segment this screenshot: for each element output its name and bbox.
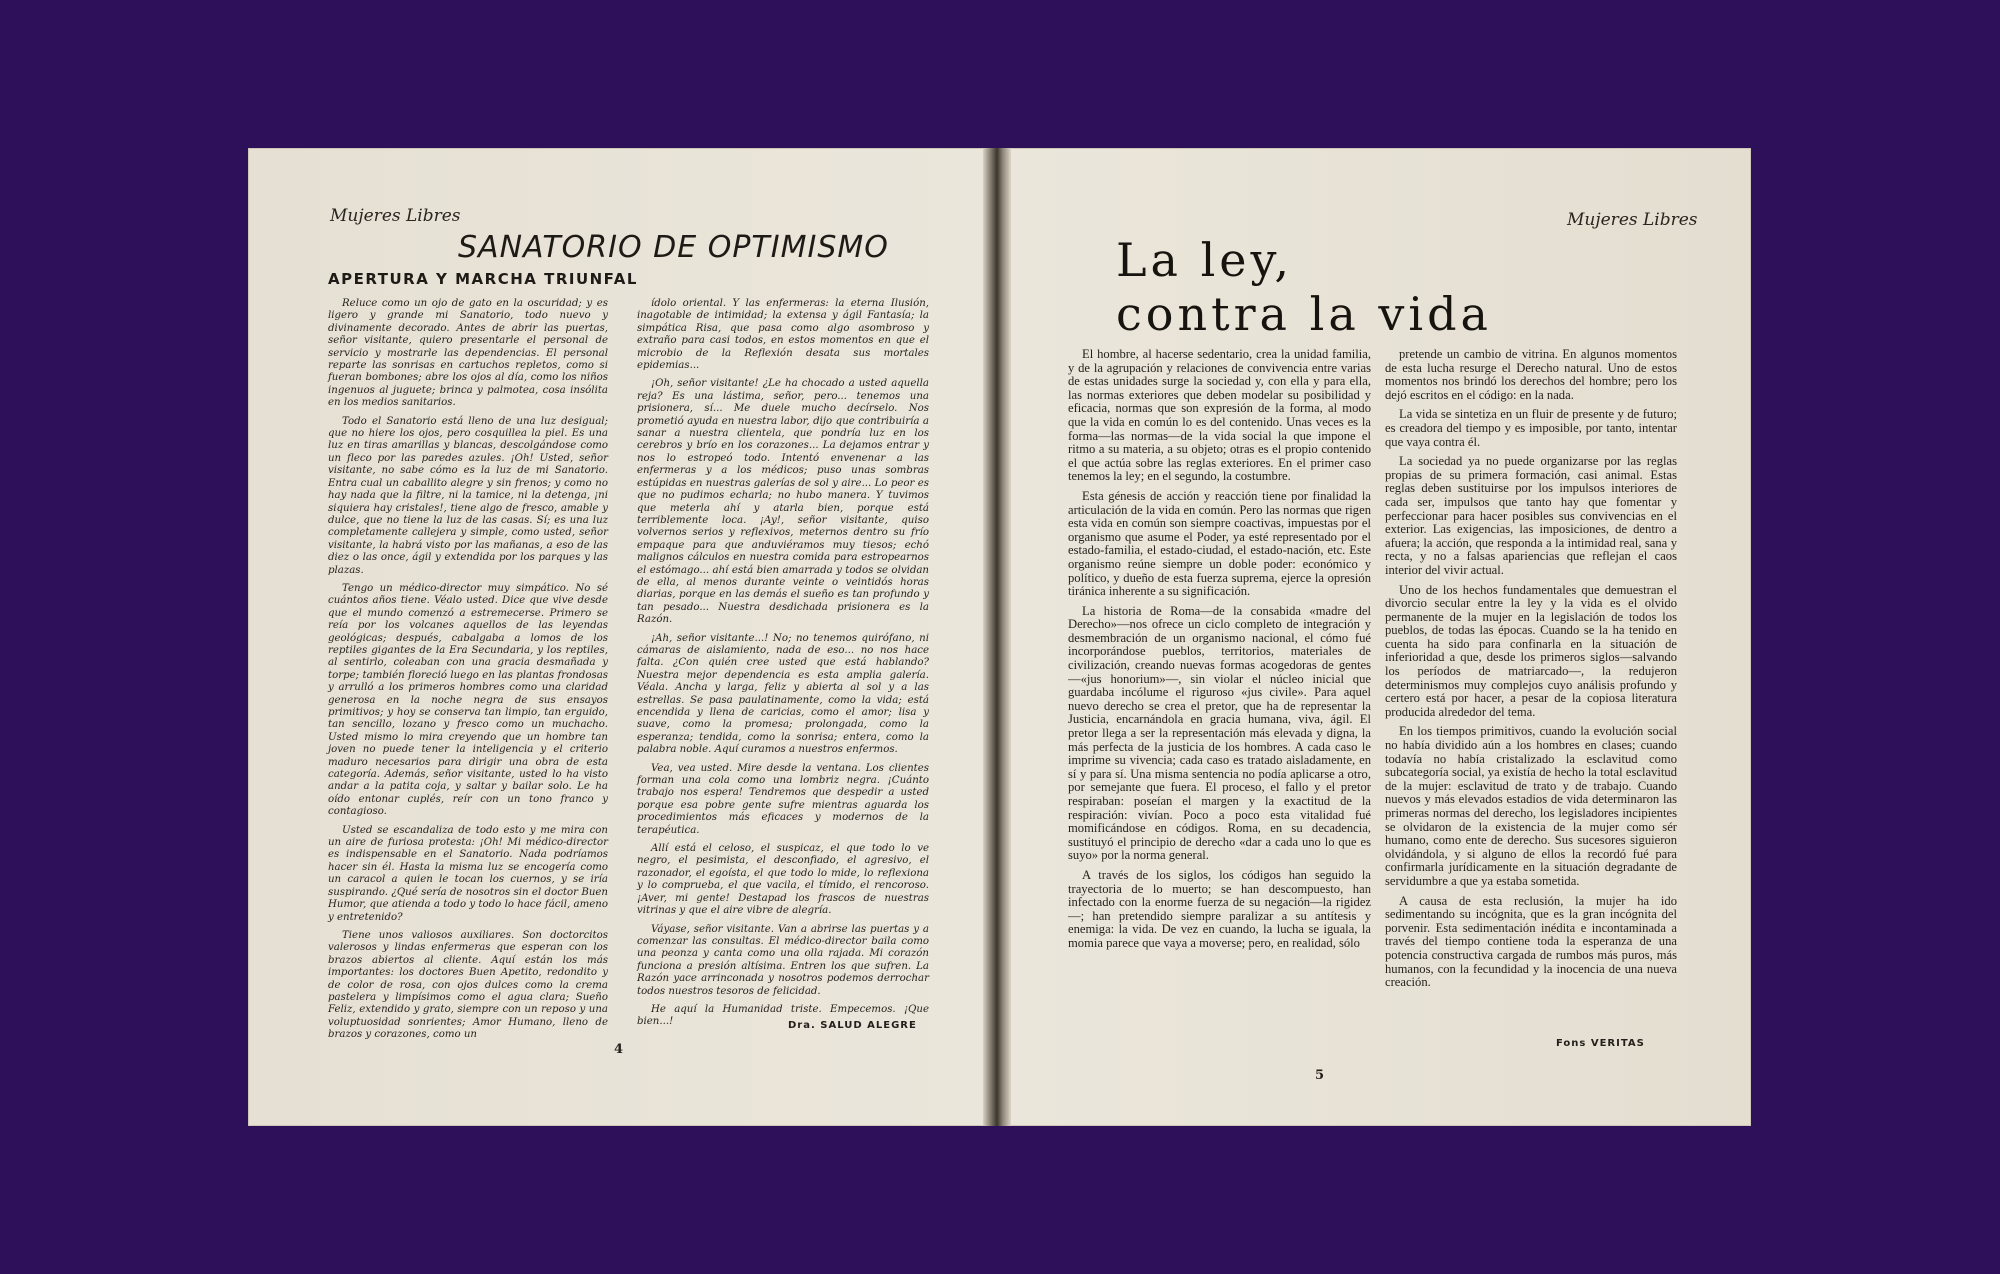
paragraph: Todo el Sanatorio está lleno de una luz desigual; que no hiere los ojos, pero cosquillea la piel. Es una luz en tiras amarillas y blancas, descolgándose como un fleco por las paredes azules. ¡Oh! Usted, señor visitante, no sabe cómo es la luz de mi Sanatorio. Entra cual un caballito alegre y sin frenos; y como no hay nada que la filtre, ni la tamice, ni la detenga, ¡ni siquiera hay cristales!, tiene algo de fresco, amable y dulce, que no tiene la luz de las casas. Sí; es una luz completamente callejera y simple, como usted, señor visitante, la habrá visto por las mañanas, a eso de las diez o las once, ágil y extendida por los parques y las plazas. (328, 415, 608, 576)
spine-gutter (983, 148, 1011, 1126)
paragraph: pretende un cambio de vitrina. En algunos momentos de esta lucha resurge el Derecho natural. Uno de estos momentos nos brindó los derechos del hombre; pero los dejó escritos en el código: en la nada. (1385, 347, 1677, 402)
right-column-1 (1068, 348, 1371, 1048)
article-title-right (1116, 233, 1492, 341)
paragraph: Esta génesis de acción y reacción tiene por finalidad la articulación de la vida en común. Pero las normas que rigen esta vida en común son siempre coactivas, impuestas por el organismo que asume el Poder, ya esté representado por el estado-familia, el estado-ciudad, el estado-nación, etc. Este organismo reúne siempre un doble poder: económico y político, y dueño de esta fuerza suprema, ejerce la opresión tiránica inherente a su significación. (1068, 488, 1371, 599)
paragraph: Usted se escandaliza de todo esto y me mira con un aire de furiosa protesta: ¡Oh! Mi médico-director es indispensable en el Sanatorio. Nada podríamos hacer sin él. Hasta la misma luz se encogería como un caracol a quien le tocan los cuernos, y se iría suspirando. ¿Qué sería de nosotros sin el doctor Buen Humor, que atienda a todo y todo lo hace fácil, ameno y entretenido? (328, 824, 608, 923)
paragraph: La historia de Roma—de la consabida «madre del Derecho»—nos ofrece un ciclo completo de integración y desmembración de un organismo nacional, el cómo fué incorporándose pueblos, territorios, materiales de civilización, creando nuevas formas acogedoras de gentes—«jus honorium»—, sin violar el núcleo inicial que guardaba incólume el riguroso «jus civile». Para aquel nuevo derecho se crea el pretor, que ha de representar la Justicia, encarnándola en gracia humana, viva, ágil. El pretor llega a ser la representación más elevada y digna, la más perfecta de la justicia de los hombres. A cada caso le imprime su vivencia; cada caso es tratado aisladamente, en sí y para sí. Una misma sentencia no podía aplicarse a otro, por semejante que fuera. El proceso, el fallo y el pretor respiraban: poseían el margen y la exactitud de la respiración: vivían. Poco a poco esta vitalidad fué momificándose en códigos. Roma, en su decadencia, sustituyó el principio de derecho «dar a cada uno lo que es suyo» por la norma general. (1068, 603, 1371, 863)
magazine-spread (248, 148, 1751, 1126)
page-number-right: 5 (1315, 1068, 1325, 1083)
paragraph: He aquí la Humanidad triste. Empecemos. ¡Que bien...! (637, 1003, 929, 1028)
article-title-left: SANATORIO DE OPTIMISMO (458, 230, 889, 265)
paragraph: En los tiempos primitivos, cuando la evolución social no había dividido aún a los hombres en clases; cuando todavía no había cristalizado la esclavitud como subcategoría social, ya existía de hecho la total esclavitud de la mujer: esclavitud de trato y de trabajo. Cuando nuevos y más elevados estadios de vida determinaron las primeras normas del derecho, los legisladores incipientes se olvidaron de la existencia de la mujer como sér humano, como ente de derecho. Sus sucesores siguieron olvidándola, y si alguno de ellos la recordó fué para confirmarla jurídicamente en la situación degradante de servidumbre a que ya estaba sometida. (1385, 724, 1677, 888)
signature-right: Fons VERITAS (1556, 1038, 1645, 1049)
paragraph: Reluce como un ojo de gato en la oscuridad; y es ligero y grande mi Sanatorio, todo nuevo y divinamente decorado. Antes de abrir las puertas, señor visitante, quiero presentarle el personal de servicio y mostrarle las dependencias. El personal reparte las sonrisas en cartuchos repletos, como si fueran bombones; abre los ojos al día, como los niños ingenuos al juguete; brinca y palmotea, cosa insólita en los medios sanitarios. (328, 298, 608, 409)
masthead-right: Mujeres Libres (1567, 210, 1698, 230)
paragraph: La sociedad ya no puede organizarse por las reglas propias de su primera formación, casi animal. Estas reglas deben sustituirse por los impulsos interiores de cada ser, impulsos que tanto hay que fomentar y perfeccionar para hacer posibles sus convivencias en el exterior. Las exigencias, las imposiciones, de dentro a afuera; la acción, que responda a la intimidad real, sana y recta, y no a falsas apariencias que reflejan el caos interior del vivir actual. (1385, 454, 1677, 577)
title-line-2: contra la vida (1116, 287, 1492, 341)
paragraph: El hombre, al hacerse sedentario, crea la unidad familia, y de la agrupación y relaciones de convivencia entre varias de estas unidades surge la sociedad y, con ella y para ella, las normas exteriores que deben modelar su posibilidad y eficacia, normas que son expresión de la forma, al modo que la vida en común lo es del contenido. Unas veces es la forma—las normas—de la vida social la que impone el ritmo a su materia, a su objeto; otras es el propio contenido el que actúa sobre las reglas exteriores. En el primer caso tenemos la ley; en el segundo, la costumbre. (1068, 347, 1371, 484)
paragraph: ¡Oh, señor visitante! ¿Le ha chocado a usted aquella reja? Es una lástima, señor, pero... tenemos una prisionera, sí... Me duele mucho decírselo. Nos prometió ayuda en nuestra labor, dijo que contribuiría a sanar a nuestra clientela, que pondría luz en los cerebros y brío en los corazones... La dejamos entrar y nos lo estropeó todo. Intentó envenenar a las enfermeras y a los médicos; puso unas sombras estúpidas en nuestras galerías de sol y aire... Lo peor es que no pudimos echarla; no hubo manera. Y tuvimos que meterla ahí y atarla bien, porque está terriblemente loca. ¡Ay!, señor visitante, quiso volvernos serios y reflexivos, meternos dentro su frío empaque para que anduviéramos muy tiesos; echó malignos cálculos en nuestra comida para estropearnos el estómago... ahí está bien amarrada y todos se olvidan de ella, al menos durante veinte o veintidós horas diarias, porque en las demás el sueño es tan profundo y tan pesado... Nuestra desdichada prisionera es la Razón. (637, 378, 929, 626)
paragraph: ídolo oriental. Y las enfermeras: la eterna Ilusión, inagotable de intimidad; la extensa y ágil Fantasía; la simpática Risa, que pasa como algo asombroso y extraño para casi todos, en estos momentos en que el microbio de la Reflexión desata sus mortales epidemias... (637, 298, 929, 372)
paragraph: Allí está el celoso, el suspicaz, el que todo lo ve negro, el pesimista, el desconfiado, el agresivo, el razonador, el egoísta, el que todo lo mide, lo reflexiona y lo comprueba, el que vacila, el tímido, el rencoroso. ¡Aver, mi gente! Destapad los frascos de nuestras vitrinas y que el aire vibre de alegría. (637, 843, 929, 917)
paragraph: A través de los siglos, los códigos han seguido la trayectoria de lo muerto; se han descompuesto, han infectado con la enorme fuerza de su negación—la rigidez—; han pretendido siempre paralizar a su antítesis y enemiga: la vida. De vez en cuando, la lucha se iguala, la momia parece que vaya a moverse; pero, en realidad, sólo (1068, 867, 1371, 950)
left-column-1 (328, 298, 608, 1041)
paragraph: Tiene unos valiosos auxiliares. Son doctorcitos valerosos y lindas enfermeras que esperan con los brazos abiertos al cliente. Aquí están los más importantes: los doctores Buen Apetito, redondito y de color de rosa, con ojos dulces como la crema pastelera y limpísimos como el agua clara; Sueño Feliz, extendido y grato, siempre con un reposo y una voluptuosidad sonrientes; Amor Humano, lleno de brazos y corazones, como un (328, 929, 608, 1041)
left-page (248, 148, 983, 1126)
page-number-left: 4 (614, 1042, 624, 1057)
paragraph: ¡Ah, señor visitante...! No; no tenemos quirófano, ni cámaras de aislamiento, nada de eso... no nos hace falta. ¿Con quién cree usted que está hablando? Nuestra mejor dependencia es esta amplia galería. Véala. Ancha y larga, feliz y abierta al sol y a las estrellas. Se pasa paulatinamente, como la vida; está encendida y llena de caricias, como el amor; lisa y suave, como la promesa; prolongada, como la esperanza; tendida, como la sonrisa; entera, como la palabra noble. Aquí curamos a nuestros enfermos. (637, 632, 929, 756)
right-page (1011, 148, 1751, 1126)
paragraph: A causa de esta reclusión, la mujer ha ido sedimentando su incógnita, que es la gran incógnita del porvenir. Esta sedimentación inédita e incontaminada a través del tiempo contiene toda la esperanza de una potencia constructiva cargada de rumbos más puros, más humanos, con la fecundidad y la inocencia de una nueva creación. (1385, 893, 1677, 990)
paragraph: Uno de los hechos fundamentales que demuestran el divorcio secular entre la ley y la vida es el olvido permanente de la mujer en la legislación de todos los pueblos, de todas las épocas. Cuando se la ha tenido en cuenta ha sido para confinarla en la situación de inferioridad a que, desde los primeros siglos—salvando los períodos de matriarcado—, la redujeron determinismos muy complejos cuyo análisis profundo y certero está por hacer, a pesar de la copiosa literatura producida alrededor del tema. (1385, 582, 1677, 719)
paragraph: La vida se sintetiza en un fluir de presente y de futuro; es creadora del tiempo y es imposible, por tanto, intentar que vaya contra él. (1385, 407, 1677, 449)
article-subtitle-left: APERTURA Y MARCHA TRIUNFAL (328, 270, 638, 288)
masthead-left: Mujeres Libres (330, 206, 461, 226)
paragraph: Tengo un médico-director muy simpático. No sé cuántos años tiene. Véalo usted. Dice que vive desde que el mundo comenzó a estremecerse. Primero se reía por los volcanes aquellos de las leyendas geológicas; después, cabalgaba a lomos de los reptiles gigantes de la Era Secundaria, y los reptiles, al sentirlo, coleaban con una gracia desmañada y torpe; también floreció luego en las plantas frondosas y arrulló a los primeros hombres como una claridad generosa en la noche negra de sus ensayos primitivos; y hoy se conserva tan limpio, tan erguido, tan sencillo, lozano y fresco como un muchacho. Usted mismo lo mira creyendo que un hombre tan joven no puede tener la inteligencia y el criterio maduro necesarios para dirigir una obra de esta categoría. Además, señor visitante, usted lo ha visto andar a la patita coja, y saltar y bailar solo. Le ha oído entonar cuplés, reír con un tono franco y contagioso. (328, 582, 608, 818)
title-line-1: La ley, (1116, 233, 1294, 287)
paragraph: Váyase, señor visitante. Van a abrirse las puertas y a comenzar las consultas. El médico-director baila como una peonza y canta como una olla rajada. Mi corazón funciona a presión altísima. Entren los que sufren. La Razón yace arrinconada y nosotros podemos derrochar todos nuestros tesoros de felicidad. (637, 923, 929, 997)
right-column-2 (1385, 348, 1677, 1038)
signature-left: Dra. SALUD ALEGRE (788, 1020, 917, 1031)
paragraph: Vea, vea usted. Mire desde la ventana. Los clientes forman una cola como una lombriz negra. ¡Cuánto trabajo nos espera! Tendremos que despedir a usted porque esa pobre gente sufre mientras aguarda los procedimientos más eficaces y modernos de la terapéutica. (637, 762, 929, 836)
